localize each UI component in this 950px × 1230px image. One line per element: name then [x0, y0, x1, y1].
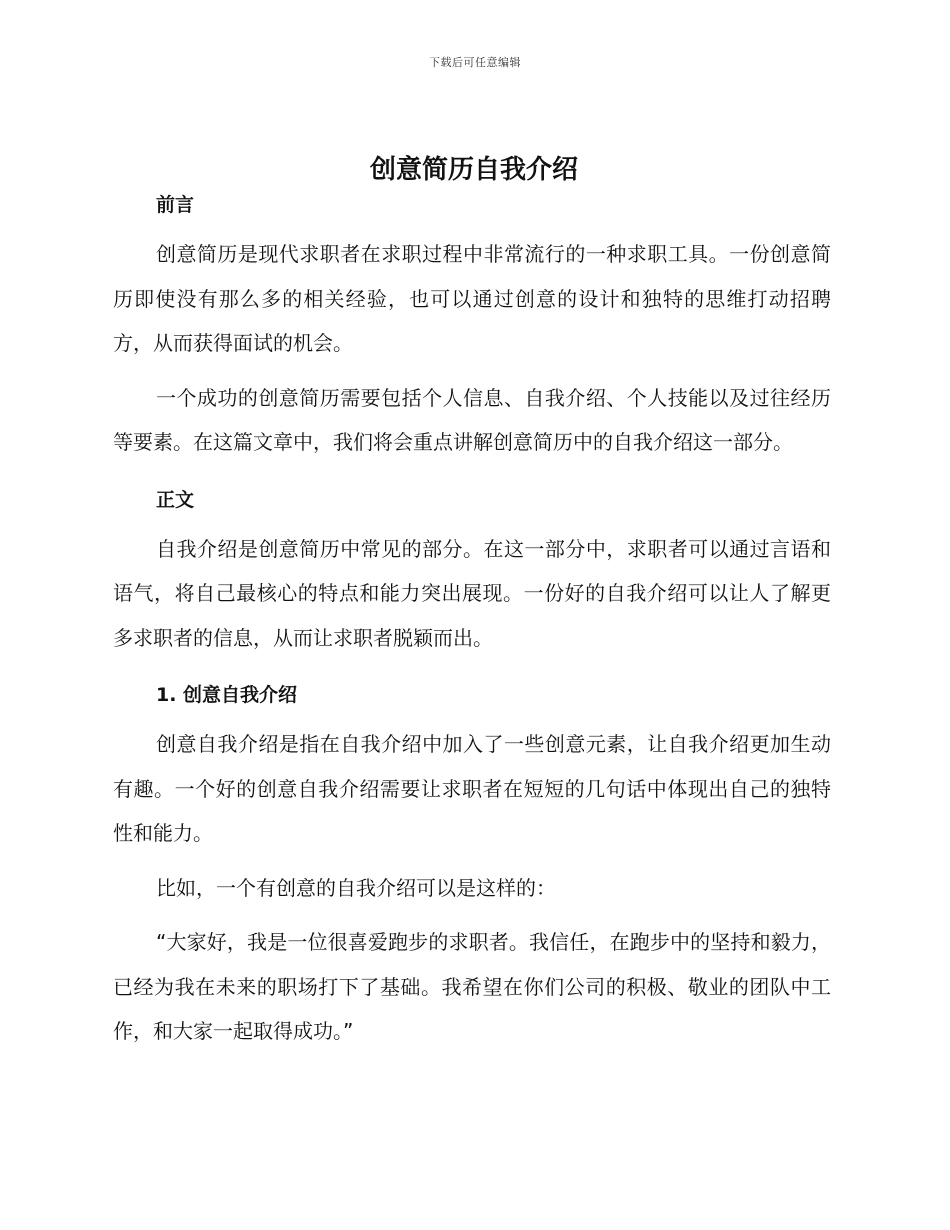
preface-paragraph-2: 一个成功的创意简历需要包括个人信息、自我介绍、个人技能以及过往经历等要素。在这篇文章中，我们将会重点讲解创意简历中的自我介绍这一部分。: [113, 385, 831, 454]
document-title: 创意简历自我介绍: [369, 155, 578, 185]
document-body: [113, 150, 831, 1054]
subsection-heading: 1. 创意自我介绍: [156, 684, 298, 706]
subsection-paragraph-1: 创意自我介绍是指在自我介绍中加入了一些创意元素，让自我介绍更加生动有趣。一个好的创意自我介绍需要让求职者在短短的几句话中体现出自己的独特性和能力。: [113, 732, 831, 845]
page-header-note: 下载后可任意编辑: [429, 56, 521, 69]
quote-paragraph: “大家好，我是一位很喜爱跑步的求职者。我信任，在跑步中的坚持和毅力，已经为我在未来的职场打下了基础。我希望在你们公司的积极、敬业的团队中工作，和大家一起取得成功。”: [113, 930, 831, 1043]
body-heading: 正文: [156, 488, 195, 511]
body-paragraph-1: 自我介绍是创意简历中常见的部分。在这一部分中，求职者可以通过言语和语气，将自己最核心的特点和能力突出展现。一份好的自我介绍可以让人了解更多求职者的信息，从而让求职者脱颖而出。: [113, 536, 831, 650]
preface-heading: 前言: [156, 194, 195, 216]
subsection-paragraph-2: 比如，一个有创意的自我介绍可以是这样的：: [156, 875, 556, 900]
preface-paragraph-1: 创意简历是现代求职者在求职过程中非常流行的一种求职工具。一份创意简历即使没有那么多的相关经验，也可以通过创意的设计和独特的思维打动招聘方，从而获得面试的机会。: [113, 242, 831, 355]
